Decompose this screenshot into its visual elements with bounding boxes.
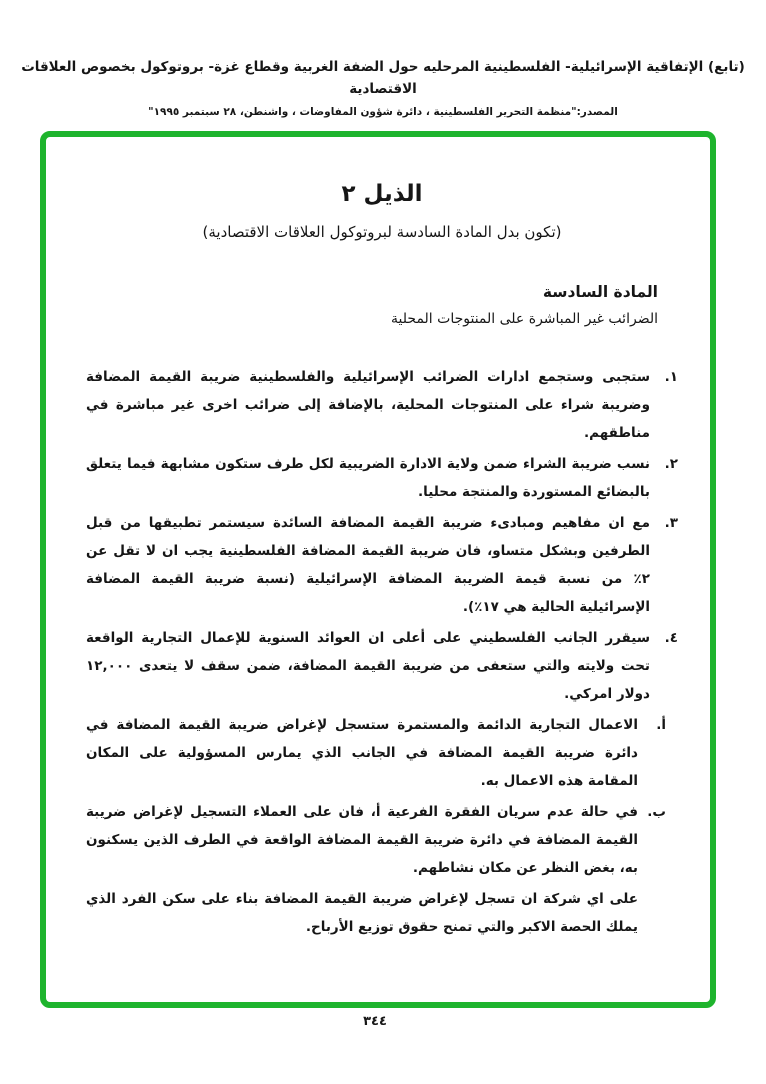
paragraph-item <box>86 711 666 795</box>
page-header <box>0 56 766 118</box>
paragraph-marker: ٤. <box>664 630 678 646</box>
paragraph-item <box>86 450 678 506</box>
paragraph-text: في حالة عدم سريان الفقرة الفرعية أ، فان على العملاء التسجيل لإغراض ضريبة القيمة المضافة في دائرة ضريبة القيمة المضافة الواقعة في الطرف الذين يسكنون به، بغض النظر عن مكان نشاطهم. <box>86 804 638 876</box>
paragraph-item <box>86 509 678 621</box>
annex-subtitle: (تكون بدل المادة السادسة لبروتوكول العلاقات الاقتصادية) <box>202 223 562 241</box>
paragraph-item <box>86 885 666 941</box>
annex-title: الذيل ٢ <box>341 181 423 207</box>
header-title: (تابع) الإتفاقية الإسرائيلية- الفلسطينية المرحليه حول الضفة الغربية وقطاع غزة- بروتوكول بخصوص العلاقات الاقتصادية <box>21 59 745 97</box>
paragraph-item <box>86 798 666 882</box>
document-content <box>46 137 710 941</box>
paragraph-item <box>86 624 678 708</box>
paragraph-marker: أ. <box>656 717 666 733</box>
paragraph-list <box>86 363 678 941</box>
paragraph-marker <box>638 885 666 941</box>
article-heading: المادة السادسة <box>542 283 658 301</box>
paragraph-text: على اي شركة ان تسجل لإغراض ضريبة القيمة المضافة بناء على سكن الفرد الذي يملك الحصة الاكبر والتي تمنح حقوق توزيع الأرباح. <box>86 891 638 935</box>
paragraph-text: نسب ضريبة الشراء ضمن ولاية الادارة الضريبية لكل طرف ستكون مشابهة فيما يتعلق بالبضائع المستوردة والمنتجة محليا. <box>86 456 650 500</box>
document-frame <box>40 131 716 1008</box>
paragraph-text: سيقرر الجانب الفلسطيني على أعلى ان العوائد السنوية للإعمال التجارية الواقعة تحت ولايته والتي ستعفى من ضريبة القيمة المضافة، ضمن سقف لا يتعدى ١٢,٠٠٠ دولار امركي. <box>86 630 650 702</box>
header-source: المصدر:"منظمة التحرير الفلسطينية ، دائرة شؤون المفاوضات ، واشنطن، ٢٨ سبتمبر ١٩٩٥" <box>148 106 618 118</box>
paragraph-item <box>86 363 678 447</box>
paragraph-marker: ب. <box>647 804 666 820</box>
article-subheading: الضرائب غير المباشرة على المنتوجات المحلية <box>391 311 658 327</box>
paragraph-text: ستجبى وستجمع ادارات الضرائب الإسرائيلية والفلسطينية ضريبة القيمة المضافة وضريبة شراء على المنتوجات المحلية، بالإضافة إلى ضرائب اخرى غير مباشرة في مناطقهم. <box>86 369 650 441</box>
paragraph-marker: ١. <box>664 369 678 385</box>
paragraph-text: الاعمال التجارية الدائمة والمستمرة ستسجل لإغراض ضريبة القيمة المضافة في دائرة ضريبة القيمة المضافة في الجانب الذي يمارس المسؤولية على المكان المقامة هذه الاعمال به. <box>86 717 638 789</box>
paragraph-text: مع ان مفاهيم ومبادىء ضريبة القيمة المضافة السائدة سيستمر تطبيقها من قبل الطرفين وبشكل متساو، فان ضريبة القيمة المضافة الفلسطينية يجب ان لا تقل عن ٢٪ من نسبة قيمة الضريبة المضافة الإسرائيلية (نسبة ضريبة القيمة المضافة الإسرائيلية الحالية هي ١٧٪). <box>86 515 650 615</box>
paragraph-marker: ٣. <box>664 515 678 531</box>
paragraph-marker: ٢. <box>664 456 678 472</box>
page-number: ٣٤٤ <box>363 1014 387 1029</box>
